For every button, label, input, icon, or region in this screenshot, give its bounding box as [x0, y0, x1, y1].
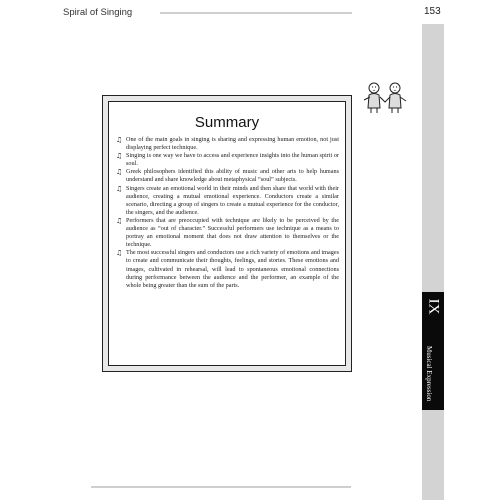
musical-note-icon: ♫ [116, 136, 123, 144]
summary-item-text: Singers create an emotional world in their minds and then share that world with their audience, creating a mutual emotional experience. Conductors create a similar scenario, directing a group of singers to create a mutual experience for the conductor, the singers, and the audience. [126, 184, 339, 216]
summary-inner-frame [108, 101, 346, 366]
running-head: Spiral of Singing [63, 7, 133, 18]
musical-note-icon: ♫ [116, 184, 123, 193]
summary-box [102, 95, 352, 372]
summary-item-text: One of the main goals in singing is sharing and expressing human emotion, not just displaying perfect technique. [126, 136, 339, 152]
page-number: 153 [424, 6, 441, 17]
summary-item [116, 152, 339, 168]
musical-note-icon: ♫ [116, 216, 123, 225]
musical-note-icon: ♫ [116, 152, 123, 161]
musical-note-icon: ♫ [116, 168, 123, 177]
header-rule [160, 12, 352, 14]
summary-item [116, 217, 339, 249]
summary-item-text: Singing is one way we have to access and experience insights into the human spirit or soul. [126, 152, 339, 168]
chapter-title: Musical Expression [425, 346, 433, 402]
summary-item-text: The most successful singers and conductors use a rich variety of emotions and images to create and communicate their thoughts, feelings, and stories. These emotions and images, cultivated in rehearsal, will lead to spontaneous emotional connections during performance between the audience and the performer, an example of the whole being greater than the sum of the parts. [126, 249, 339, 289]
summary-item [116, 168, 339, 184]
summary-title: Summary [194, 114, 260, 131]
summary-list [116, 136, 339, 290]
singers-illustration [362, 80, 408, 114]
summary-item [116, 185, 339, 217]
footer-rule [91, 486, 351, 488]
summary-item-text: Greek philosophers identified this ability of music and other arts to help humans understand and share knowledge about metaphysical “soul” subjects. [126, 168, 339, 184]
summary-item [116, 249, 339, 289]
side-tab [422, 24, 444, 500]
chapter-numeral: IX [425, 298, 442, 315]
summary-item [116, 136, 339, 152]
musical-note-icon: ♫ [116, 249, 123, 258]
chapter-tab [422, 292, 444, 410]
summary-item-text: Performers that are preoccupied with technique are likely to be perceived by the audience as “out of character.” Successful performers use technique as a means to portray an emotional moment that does not draw attention to themselves or the technique. [126, 216, 339, 249]
